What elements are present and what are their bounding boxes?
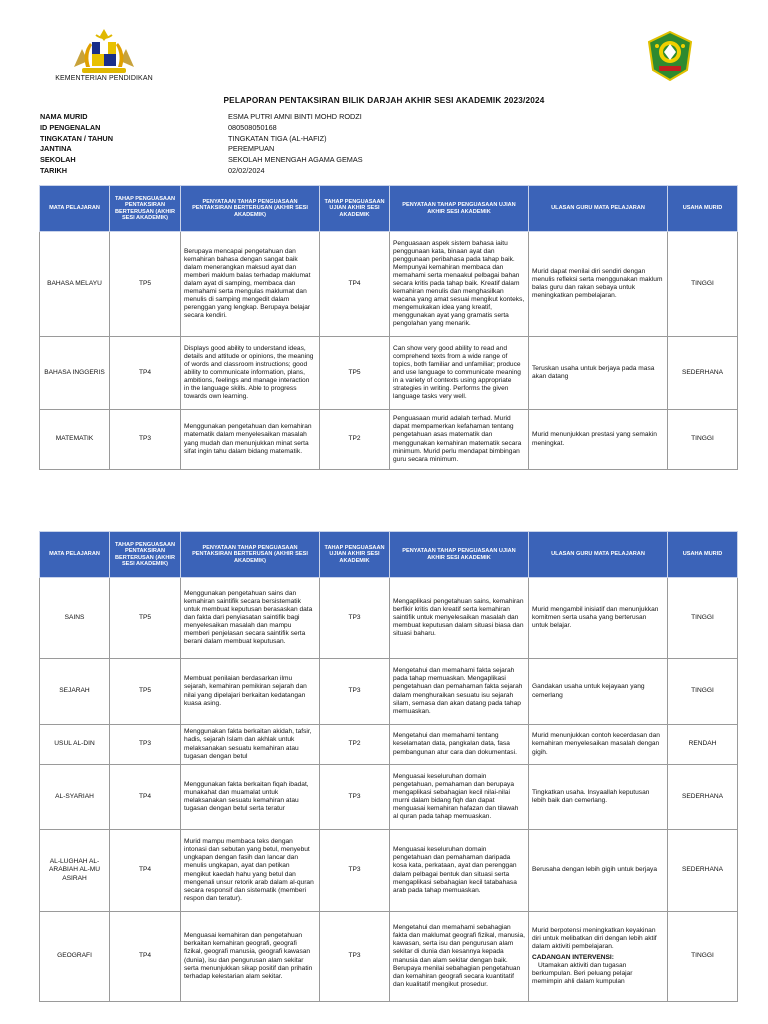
info-row-date xyxy=(40,166,540,177)
teacher-comment-cell: Teruskan usaha untuk berjaya pada masa akan datang xyxy=(529,337,668,410)
column-header: TAHAP PENGUASAAN PENTAKSIRAN BERTERUSAN (AKHIR SESI AKADEMIK) xyxy=(110,186,181,232)
info-value: PEREMPUAN xyxy=(228,144,275,154)
info-label: ID PENGENALAN xyxy=(40,122,101,132)
exam-statement-cell: Menguasai keseluruhan domain pengetahuan, pemahaman dan berupaya mengaplikasi sebahagian kecil nilai-nilai murni dalam bidang fiqh dan dapat menguasai kemahiran hafazan dan tilawah al quran pada tahap memuaskan. xyxy=(390,765,529,830)
effort-cell: TINGGI xyxy=(668,659,738,725)
report-title: PELAPORAN PENTAKSIRAN BILIK DARJAH AKHIR SESI AKADEMIK 2023/2024 xyxy=(223,96,545,105)
exam-statement-cell: Mengaplikasi pengetahuan sains, kemahiran berfikir kritis dan kreatif serta kemahiran saintifik untuk menyelesaikan masalah dan membuat keputusan dalam situasi biasa dan situasi baharu. xyxy=(390,578,529,659)
school-crest-icon xyxy=(647,30,693,82)
tp-pb-cell: TP4 xyxy=(110,337,181,410)
subject-cell: BAHASA MELAYU xyxy=(40,232,110,337)
intervention-title: CADANGAN INTERVENSI: xyxy=(532,953,614,961)
subject-cell: SAINS xyxy=(40,578,110,659)
effort-cell: SEDERHANA xyxy=(668,765,738,830)
column-header: ULASAN GURU MATA PELAJARAN xyxy=(529,532,668,578)
table-row xyxy=(40,912,738,1002)
table-row xyxy=(40,765,738,830)
subject-cell: GEOGRAFI xyxy=(40,912,110,1002)
subject-cell: AL-LUGHAH AL-ARABIAH AL-MU ASIRAH xyxy=(40,830,110,912)
teacher-comment-cell xyxy=(529,912,668,1002)
subject-cell: AL-SYARIAH xyxy=(40,765,110,830)
info-row-id xyxy=(40,123,540,134)
table-row xyxy=(40,232,738,337)
tp-exam-cell: TP3 xyxy=(320,912,390,1002)
info-value: ESMA PUTRI AMNI BINTI MOHD RODZI xyxy=(228,112,362,121)
intervention-text: Utamakan aktiviti dan tugasan berkumpulan. Beri peluang pelajar memimpin ahli dalam kumpulan xyxy=(532,962,633,986)
column-header: MATA PELAJARAN xyxy=(40,186,110,232)
pb-statement-cell: Menggunakan fakta berkaitan fiqah ibadat, munakahat dan muamalat untuk melaksanakan sesuatu kemahiran atau tugasan dengan betul serta teratur xyxy=(181,765,320,830)
pb-statement-cell: Menggunakan pengetahuan sains dan kemahiran saintifik secara bersistematik untuk membuat keputusan berasaskan data dan fakta dari penyiasatan saintifik bagi menyelesaikan masalah dan mampu memberi penjelasan secara saintifik serta berani dalam membuat keputusan. xyxy=(181,578,320,659)
table-row xyxy=(40,659,738,725)
exam-statement-cell: Mengetahui dan memahami fakta sejarah pada tahap memuaskan. Mengaplikasi pengetahuan dan pemahaman fakta sejarah dalam menghuraikan sesuatu isu sejarah silam, semasa dan akan datang pada tahap memuaskan. xyxy=(390,659,529,725)
exam-statement-cell: Menguasai keseluruhan domain pengetahuan dan pemahaman daripada kosa kata, perkataan, ayat dan perenggan dalam pelbagai bentuk dan situasi serta mengaplikasi sebahagian kecil tatabahasa arab pada tahap memuaskan. xyxy=(390,830,529,912)
exam-statement-cell: Can show very good ability to read and comprehend texts from a wide range of topics, both familiar and unfamiliar; produce and use language to communicate meaning in a variety of contexts using appropriate strategies in writing. Performs the given language tasks very well. xyxy=(390,337,529,410)
tp-pb-cell: TP5 xyxy=(110,232,181,337)
subject-cell: USUL AL-DIN xyxy=(40,725,110,765)
tp-pb-cell: TP3 xyxy=(110,410,181,470)
table-header-row xyxy=(40,532,738,578)
info-value: TINGKATAN TIGA (AL-HAFIZ) xyxy=(228,133,327,143)
effort-cell: TINGGI xyxy=(668,232,738,337)
teacher-comment-cell: Tingkatkan usaha. Insyaallah keputusan lebih baik dan cemerlang. xyxy=(529,765,668,830)
table-row xyxy=(40,725,738,765)
subject-cell: SEJARAH xyxy=(40,659,110,725)
malaysia-coat-of-arms-icon xyxy=(68,27,140,77)
tp-pb-cell: TP3 xyxy=(110,725,181,765)
column-header: TAHAP PENGUASAAN UJIAN AKHIR SESI AKADEMIK xyxy=(320,532,390,578)
tp-exam-cell: TP4 xyxy=(320,232,390,337)
pb-statement-cell: Murid mampu membaca teks dengan intonasi dan sebutan yang betul, menyebut ungkapan dengan fasih dan lancar dan menulis ungkapan, ayat dan petikan mengikut kaedah hahu yang betul dan mengenali unsur retorik arab dalam al-quran secara responsif dan sistematik (memberi respon dan teratur). xyxy=(181,830,320,912)
column-header: USAHA MURID xyxy=(668,532,738,578)
table-header-row xyxy=(40,186,738,232)
info-row-class xyxy=(40,134,540,145)
tp-exam-cell: TP3 xyxy=(320,578,390,659)
teacher-comment-cell: Gandakan usaha untuk kejayaan yang cemerlang xyxy=(529,659,668,725)
tp-pb-cell: TP4 xyxy=(110,912,181,1002)
info-value: 080508050168 xyxy=(228,122,277,132)
tp-exam-cell: TP5 xyxy=(320,337,390,410)
tp-exam-cell: TP3 xyxy=(320,765,390,830)
table-row xyxy=(40,830,738,912)
effort-cell: SEDERHANA xyxy=(668,337,738,410)
column-header: PENYATAAN TAHAP PENGUASAAN UJIAN AKHIR SESI AKADEMIK xyxy=(390,186,529,232)
info-row-name xyxy=(40,112,540,123)
table-row xyxy=(40,578,738,659)
teacher-comment-cell: Murid mengambil inisiatif dan menunjukkan komitmen serta usaha yang berterusan untuk belajar. xyxy=(529,578,668,659)
column-header: PENYATAAN TAHAP PENGUASAAN PENTAKSIRAN BERTERUSAN (AKHIR SESI AKADEMIK) xyxy=(181,186,320,232)
tp-exam-cell: TP3 xyxy=(320,659,390,725)
tp-exam-cell: TP2 xyxy=(320,725,390,765)
column-header: PENYATAAN TAHAP PENGUASAAN PENTAKSIRAN BERTERUSAN (AKHIR SESI AKADEMIK) xyxy=(181,532,320,578)
pb-statement-cell: Menggunakan fakta berkaitan akidah, tafsir, hadis, sejarah Islam dan akhlak untuk melaksanakan sesuatu kemahiran atau tugasan dengan betul xyxy=(181,725,320,765)
pb-statement-cell: Menggunakan pengetahuan dan kemahiran matematik dalam menyelesaikan masalah yang mudah dan menunjukkan minat serta sifat ingin tahu dalam bidang matematik. xyxy=(181,410,320,470)
info-label: JANTINA xyxy=(40,144,72,154)
teacher-comment-text: Murid berpotensi meningkatkan keyakinan diri untuk melibatkan diri dengan lebih aktif dalam aktiviti pembelajaran. xyxy=(532,926,657,950)
tp-pb-cell: TP4 xyxy=(110,830,181,912)
info-value: SEKOLAH MENENGAH AGAMA GEMAS xyxy=(228,155,363,165)
assessment-table-1 xyxy=(39,185,738,470)
exam-statement-cell: Penguasaan aspek sistem bahasa iaitu penggunaan kata, binaan ayat dan penggunaan peribahasa pada tahap baik. Mempunyai kemahiran membaca dan memahami serta menaakul pelbagai bahan secara kritis pada tahap baik. Kreatif dalam kemahiran menulis dan menghasilkan wacana yang amat sesuai mengikut konteks, mengemukakan idea yang kreatif, menggunakan ayat yang gramatis serta pengolahan yang menarik. xyxy=(390,232,529,337)
exam-statement-cell: Mengetahui dan memahami sebahagian fakta dan maklumat geografi fizikal, manusia, kawasan, serta isu dan pengurusan alam sekitar di dunia dan kesannya kepada manusia dan alam sekitar dengan baik. Berupaya menilai sebahagian pengetahuan dan kemahiran geografi secara kuantitatif dan kualitatif mengikut prosedur. xyxy=(390,912,529,1002)
tp-pb-cell: TP5 xyxy=(110,578,181,659)
teacher-comment-cell: Murid dapat menilai diri sendiri dengan menulis refleksi serta menggunakan maklum balas guru dan rakan sebaya untuk meningkatkan pembelajaran. xyxy=(529,232,668,337)
pb-statement-cell: Displays good ability to understand ideas, details and attitude or opinions, the meaning of words and classroom instructions; good ability to communicate information, plans, ambitions, feelings and manage interaction in the language skills. Able to progress towards own learning. xyxy=(181,337,320,410)
column-header: TAHAP PENGUASAAN UJIAN AKHIR SESI AKADEMIK xyxy=(320,186,390,232)
subject-cell: MATEMATIK xyxy=(40,410,110,470)
effort-cell: TINGGI xyxy=(668,578,738,659)
pb-statement-cell: Membuat penilaian berdasarkan ilmu sejarah, kemahiran pemikiran sejarah dan nilai yang dipelajari berkaitan kedatangan kuasa asing. xyxy=(181,659,320,725)
effort-cell: TINGGI xyxy=(668,912,738,1002)
exam-statement-cell: Penguasaan murid adalah terhad. Murid dapat mempamerkan kefahaman tentang pengetahuan asas matematik dan menggunakan kemahiran matematik secara minimum. Murid perlu mendapat bimbingan guru secara minimum. xyxy=(390,410,529,470)
info-row-school xyxy=(40,155,540,166)
pb-statement-cell: Berupaya mencapai pengetahuan dan kemahiran bahasa dengan sangat baik dalam menerangkan maksud ayat dan memberi maklum balas terhadap maklumat dalam ayat di samping, membaca dan memahami serta mengulas maklumat dan menulis di samping mengedit dalam perenggan yang lengkap. Berupaya belajar secara kendiri. xyxy=(181,232,320,337)
info-value: 02/02/2024 xyxy=(228,165,265,175)
column-header: ULASAN GURU MATA PELAJARAN xyxy=(529,186,668,232)
column-header: USAHA MURID xyxy=(668,186,738,232)
info-label: SEKOLAH xyxy=(40,155,76,165)
ministry-label: KEMENTERIAN PENDIDIKAN xyxy=(55,75,153,82)
student-info xyxy=(40,112,540,177)
effort-cell: SEDERHANA xyxy=(668,830,738,912)
exam-statement-cell: Mengetahui dan memahami tentang keselamatan data, pangkalan data, fasa pembangunan atur cara dan dokumentasi. xyxy=(390,725,529,765)
table-row xyxy=(40,410,738,470)
info-row-gender xyxy=(40,144,540,155)
tp-exam-cell: TP2 xyxy=(320,410,390,470)
column-header: PENYATAAN TAHAP PENGUASAAN UJIAN AKHIR SESI AKADEMIK xyxy=(390,532,529,578)
effort-cell: TINGGI xyxy=(668,410,738,470)
teacher-comment-cell: Murid menunjukkan prestasi yang semakin meningkat. xyxy=(529,410,668,470)
teacher-comment-cell: Murid menunjukkan contoh kecerdasan dan kemahiran menyelesaikan masalah dengan gigih. xyxy=(529,725,668,765)
teacher-comment-cell: Berusaha dengan lebih gigih untuk berjaya xyxy=(529,830,668,912)
info-label: TARIKH xyxy=(40,165,68,175)
tp-pb-cell: TP4 xyxy=(110,765,181,830)
pb-statement-cell: Menguasai kemahiran dan pengetahuan berkaitan kemahiran geografi, geografi fizikal, geografi manusia, geografi kawasan (dunia), isu dan pengurusan alam sekitar serta menunjukkan sikap positif dan prihatin terhadap kelestarian alam sekitar. xyxy=(181,912,320,1002)
table-row xyxy=(40,337,738,410)
subject-cell: BAHASA INGGERIS xyxy=(40,337,110,410)
column-header: MATA PELAJARAN xyxy=(40,532,110,578)
effort-cell: RENDAH xyxy=(668,725,738,765)
column-header: TAHAP PENGUASAAN PENTAKSIRAN BERTERUSAN (AKHIR SESI AKADEMIK) xyxy=(110,532,181,578)
info-label: NAMA MURID xyxy=(40,112,88,121)
tp-pb-cell: TP5 xyxy=(110,659,181,725)
tp-exam-cell: TP3 xyxy=(320,830,390,912)
assessment-table-2 xyxy=(39,531,738,1002)
info-label: TINGKATAN / TAHUN xyxy=(40,133,113,143)
